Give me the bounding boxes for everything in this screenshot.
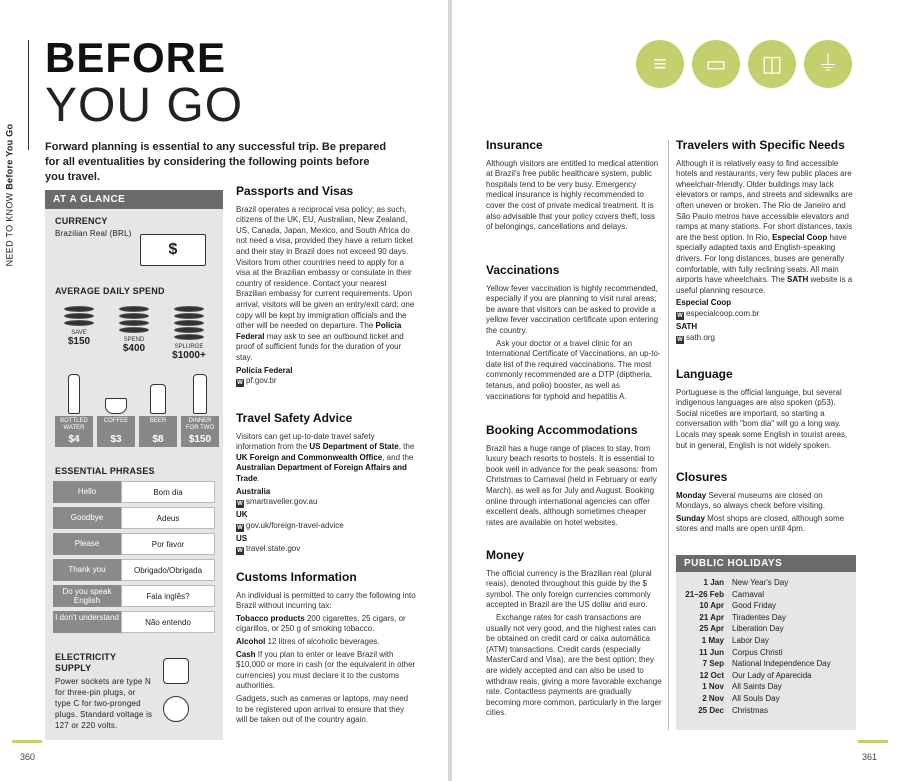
- phrase-row: [53, 611, 215, 633]
- spend-spend: [112, 306, 156, 354]
- safety-url[interactable]: smartraveller.gov.au: [246, 497, 318, 507]
- phrase-portuguese: Adeus: [121, 507, 215, 529]
- coffee-cup-icon: [105, 398, 127, 414]
- phrase-english: I don't understand: [53, 611, 121, 633]
- phrase-english: Please: [53, 533, 121, 555]
- coins-icon: [119, 306, 149, 333]
- closures-section: [676, 472, 856, 537]
- passports-heading: Passports and Visas: [236, 184, 354, 198]
- language-section: [676, 369, 856, 453]
- web-icon: W: [237, 524, 243, 531]
- phrase-row: [53, 559, 215, 581]
- safety-body: , and the: [382, 452, 414, 462]
- holiday-date: 1 Jan: [703, 578, 724, 587]
- holiday-name: Tiradentes Day: [732, 612, 786, 622]
- holiday-date: 25 Dec: [698, 705, 724, 715]
- title-line1: BEFORE: [45, 34, 227, 81]
- customs-text: 12 litres of alcoholic beverages.: [267, 636, 380, 646]
- side-label: [4, 124, 14, 267]
- spend-heading: AVERAGE DAILY SPEND: [55, 286, 165, 296]
- holiday-date: 11 Jun: [699, 647, 724, 657]
- drink-price: $4: [55, 434, 93, 447]
- phrase-row: [53, 481, 215, 503]
- closure-day: Sunday: [676, 513, 705, 523]
- holiday-date: 1 Nov: [702, 682, 724, 692]
- phrases-heading: ESSENTIAL PHRASES: [55, 466, 155, 476]
- holiday-row: [676, 635, 856, 647]
- vaccinations-body2: Ask your doctor or a travel clinic for an International Certificate of Vaccinations, an up-to-date list of the required vaccinations. The most commonly recommended are a DTP (diptheria, tetanus, and polio) booster, as well as vaccinations for typhoid and hepatitis A.: [486, 338, 661, 401]
- holiday-row: [676, 623, 856, 635]
- holiday-name: All Saints Day: [732, 682, 782, 692]
- drink-price: $8: [139, 434, 177, 447]
- phrase-row: [53, 507, 215, 529]
- passport-icon: ▭: [692, 40, 740, 88]
- passports-section: [236, 186, 416, 389]
- safety-body: Visitors can get up-to-date travel safety information from the: [236, 431, 375, 452]
- holiday-row: [676, 612, 856, 624]
- column-divider: [668, 140, 669, 730]
- holiday-date: 21 Apr: [699, 612, 724, 622]
- special-needs-org: SATH: [787, 275, 809, 285]
- language-heading: Language: [676, 367, 733, 381]
- holiday-name: Good Friday: [732, 601, 777, 611]
- drink-price: $3: [97, 434, 135, 447]
- web-icon: W: [237, 501, 243, 508]
- page-number-right: 361: [862, 752, 878, 762]
- holiday-date: 1 May: [701, 635, 724, 645]
- side-rule: [28, 40, 29, 150]
- spend-label: SPLURGE: [174, 344, 204, 350]
- holiday-name: Carnaval: [732, 589, 765, 599]
- special-needs-link-name: Especial Coop: [676, 298, 732, 308]
- socket-type-c-icon: [163, 696, 189, 722]
- special-needs-body: website is a useful planning resource.: [676, 275, 853, 295]
- holiday-date: 2 Nov: [702, 693, 724, 703]
- phrase-row: [53, 533, 215, 555]
- web-icon: W: [677, 336, 683, 343]
- page-number-bar: [858, 740, 888, 743]
- holiday-name: Christmas: [732, 705, 769, 715]
- holiday-name: Liberation Day: [732, 624, 784, 634]
- drink-label: DINNER FOR TWO: [181, 416, 219, 434]
- special-needs-section: [676, 140, 856, 346]
- title-line2: YOU GO: [45, 79, 244, 132]
- money-body2: Exchange rates for cash transactions are usually not very good, and the highest rates can be obtained on credit card or caixa automática (ATM) transactions. Credit cards (especially MasterCard and Visa), are the best option; they are widely accepted and can also be used to withdraw reais, giving a more favorable exchange rate. Contactless payments are gradually becoming more common, particularly in the larger cities.: [486, 612, 662, 718]
- web-icon: W: [237, 380, 243, 387]
- safety-body: , the: [398, 442, 415, 452]
- beer-glass-icon: [150, 384, 166, 414]
- passports-org-inline: Polícia Federal: [236, 321, 402, 341]
- holiday-name: Labor Day: [732, 635, 769, 645]
- safety-org: Australian Department of Foreign Affairs and Trade: [236, 463, 407, 483]
- vaccinations-body1: Yellow fever vaccination is highly recommended, especially if you are planning to visit rural areas; be aware that visitors can be asked to provide a yellow fever vaccination certificate upon entering the country.: [486, 283, 659, 335]
- spend-save: [57, 306, 101, 347]
- at-a-glance-panel: [45, 190, 223, 740]
- booking-heading: Booking Accommodations: [486, 423, 638, 437]
- phrase-portuguese: Bom dia: [121, 481, 215, 503]
- drink-label: BEER: [139, 416, 177, 434]
- holiday-date: 10 Apr: [699, 601, 724, 611]
- booking-body: Brazil has a huge range of places to stay, from luxury beach resorts to hostels. It is essential to book well in advance for the peak seasons: from Christmas to Carnaval (held in February or early March), as well as for July and August. Booking online through international agencies can offer excellent deals, although sometimes cheaper rates are available on hotel websites.: [486, 443, 658, 527]
- electricity-text: Power sockets are type N for three-pin plugs, or type C for two-pronged plugs. Standard voltage is 127 or 220 volts.: [55, 677, 153, 730]
- coins-icon: ≡: [636, 40, 684, 88]
- customs-text: 200 cigarettes, 25 cigars, or cigarillos, or 250 g of smoking tobacco.: [236, 613, 406, 634]
- holiday-row: [676, 658, 856, 670]
- spend-label: SAVE: [71, 330, 87, 336]
- price-bottled-water: [55, 374, 93, 447]
- phrase-english: Goodbye: [53, 507, 121, 529]
- side-label-section: Before You Go: [4, 123, 15, 190]
- holiday-date: 7 Sep: [702, 659, 724, 669]
- electricity-heading: ELECTRICITY SUPPLY: [55, 652, 117, 673]
- passports-org: Polícia Federal: [236, 365, 293, 375]
- intro-text: Forward planning is essential to any successful trip. Be prepared for all eventualities by considering the following points before you travel.: [45, 141, 387, 183]
- page-number-bar: [12, 740, 42, 743]
- holidays-heading: PUBLIC HOLIDAYS: [676, 555, 856, 572]
- holiday-name: Corpus Christi: [732, 647, 783, 657]
- customs-term: Cash: [236, 649, 256, 659]
- drink-label: COFFEE: [97, 416, 135, 434]
- holiday-row: [676, 705, 856, 717]
- page-number-left: 360: [20, 752, 36, 762]
- phrase-english: Do you speak English: [53, 585, 121, 607]
- price-beer: [139, 374, 177, 447]
- safety-org: UK Foreign and Commonwealth Office: [236, 452, 383, 462]
- at-a-glance-heading: AT A GLANCE: [45, 190, 223, 209]
- special-needs-heading: Travelers with Specific Needs: [676, 138, 845, 152]
- holiday-row: [676, 589, 856, 601]
- safety-section: [236, 413, 416, 557]
- coins-icon: [174, 306, 204, 340]
- holiday-row: [676, 670, 856, 682]
- customs-section: [236, 572, 416, 728]
- holiday-row: [676, 647, 856, 659]
- closure-text: Most shops are closed, although some stores and malls are open until 4pm.: [676, 513, 845, 534]
- phrase-portuguese: Por favor: [121, 533, 215, 555]
- holiday-date: 25 Apr: [699, 624, 724, 634]
- socket-type-n-icon: [163, 658, 189, 684]
- safety-url[interactable]: travel.state.gov: [246, 544, 301, 554]
- passports-body-end: may ask to see an outbound ticket and proof of sufficient funds for the duration of your stay.: [236, 331, 404, 362]
- customs-outro: Gadgets, such as cameras or laptops, may need to be registered upon arrival to ensure that they will be taken out of the country again.: [236, 693, 409, 725]
- insurance-body: Although visitors are entitled to medical attention at Brazil's free public healthcare system, public hospitals tend to be very busy. Emergency medical insurance is highly recommended to cover the cost of private medical treatment. It is also advisable that your policy covers theft, loss of belongings, cancellations and delays.: [486, 158, 659, 232]
- phrase-portuguese: Obrigado/Obrigada: [121, 559, 215, 581]
- phrase-english: Hello: [53, 481, 121, 503]
- safety-country: UK: [236, 510, 248, 520]
- language-body: Portuguese is the official language, but several indigenous languages are also spoken (p53). Social niceties are important, so starting a conversation with "bom dia" will go a long way. Locals may speak some English in tourist areas, but in general, English is not widely spoken.: [676, 387, 848, 450]
- safety-url[interactable]: gov.uk/foreign-travel-advice: [246, 520, 344, 530]
- closure-text: Several museums are closed on Mondays, so always check before visiting.: [676, 490, 825, 511]
- web-icon: W: [677, 312, 683, 319]
- customs-text: If you plan to enter or leave Brazil with $10,000 or more in cash (or the equivalent in other currencies) you must declare it to the customs authorities.: [236, 649, 416, 691]
- spend-value: $1000+: [172, 350, 206, 361]
- shopping-bag-icon: ◫: [748, 40, 796, 88]
- public-holidays-panel: [676, 555, 856, 730]
- special-needs-url[interactable]: especialcoop.com.br: [686, 308, 760, 318]
- currency-heading: CURRENCY: [55, 216, 108, 226]
- bottle-icon: [68, 374, 80, 414]
- wine-bottle-icon: [193, 374, 207, 414]
- booking-section: [486, 425, 662, 530]
- special-needs-org: Especial Coop: [772, 232, 828, 242]
- safety-heading: Travel Safety Advice: [236, 411, 353, 425]
- special-needs-body: have specially adapted taxis and English-speaking drivers. For long distances, buses are generally comfortable, with fully reclining seats. All main airports have wheelchairs. The: [676, 232, 847, 285]
- money-heading: Money: [486, 548, 525, 562]
- spend-label: SPEND: [123, 337, 145, 343]
- money-body1: The official currency is the Brazilian real (plural reais), denoted throughout this guide by the $ symbol. The only foreign currencies commonly accepted in Brazil are the US dollar and euro.: [486, 568, 652, 610]
- plug-icon: ⏚: [804, 40, 852, 88]
- phrase-portuguese: Fala inglês?: [121, 585, 215, 607]
- spend-splurge: [167, 306, 211, 361]
- price-coffee: [97, 374, 135, 447]
- special-needs-body: Although it is relatively easy to find accessible hotels and restaurants, very few public places are wheelchair-friendly. Older buildings may lack elevators or ramps, and streets and sidewalks are often uneven or broken. The Rio de Janeiro and São Paulo metros have accessible elevators and ramps at many stations. For short distances, taxis are the best option. In Rio,: [676, 158, 853, 242]
- customs-intro: An individual is permitted to carry the following into Brazil without incurring tax:: [236, 590, 416, 611]
- insurance-heading: Insurance: [486, 138, 543, 152]
- price-dinner: [181, 374, 219, 447]
- holiday-row: [676, 681, 856, 693]
- passports-body: Brazil operates a reciprocal visa policy; as such, citizens of the UK, EU, Australian, New Zealand, US, Canada, Japan, Mexico, and South Africa do not need a visa, provided they have a return ticket and their stay in Brazil does not exceed 90 days. Visitors from other countries need to apply for a visa at the Brazilian embassy or consulate in their country of residence. Contact your nearest Brazilian embassy for current requirements. Upon arrival, visitors will be given an entry/exit card; one copy will be kept by immigration officials and the other will be needed on departure. The: [236, 204, 415, 331]
- holiday-name: New Year's Day: [732, 578, 789, 587]
- customs-heading: Customs Information: [236, 570, 357, 584]
- safety-country: US: [236, 533, 248, 543]
- customs-term: Tobacco products: [236, 613, 305, 623]
- side-label-prefix: NEED TO KNOW: [4, 192, 15, 267]
- special-needs-link-name: SATH: [676, 321, 698, 331]
- holiday-name: All Souls Day: [732, 693, 780, 703]
- drink-label: BOTTLED WATER: [55, 416, 93, 434]
- phrase-row: [53, 585, 215, 607]
- currency-text: Brazilian Real (BRL): [55, 229, 132, 238]
- holiday-date: 21–26 Feb: [685, 589, 724, 599]
- spend-value: $150: [67, 336, 91, 347]
- closures-heading: Closures: [676, 470, 728, 484]
- left-page: [0, 0, 448, 781]
- phrase-english: Thank you: [53, 559, 121, 581]
- holiday-name: National Independence Day: [732, 659, 831, 669]
- holiday-date: 12 Oct: [699, 670, 724, 680]
- drink-price: $150: [181, 434, 219, 447]
- safety-country: Australia: [236, 486, 271, 496]
- spend-value: $400: [122, 343, 146, 354]
- coins-icon: [64, 306, 94, 326]
- closure-day: Monday: [676, 490, 707, 500]
- holiday-row: [676, 600, 856, 612]
- customs-term: Alcohol: [236, 636, 266, 646]
- safety-org: US Department of State: [309, 442, 399, 452]
- holidays-list: [676, 572, 856, 716]
- vaccinations-section: [486, 265, 662, 404]
- insurance-section: [486, 140, 662, 235]
- banknote-icon: $: [140, 234, 206, 266]
- special-needs-url[interactable]: sath.org: [686, 332, 715, 342]
- holiday-row: [676, 577, 856, 589]
- safety-body: .: [257, 473, 260, 483]
- money-section: [486, 550, 662, 721]
- page-gutter: [448, 0, 452, 781]
- holiday-row: [676, 693, 856, 705]
- holiday-name: Our Lady of Aparecida: [732, 670, 812, 680]
- passports-url[interactable]: pf.gov.br: [246, 376, 277, 386]
- phrase-portuguese: Não entendo: [121, 611, 215, 633]
- web-icon: W: [237, 548, 243, 555]
- vaccinations-heading: Vaccinations: [486, 263, 560, 277]
